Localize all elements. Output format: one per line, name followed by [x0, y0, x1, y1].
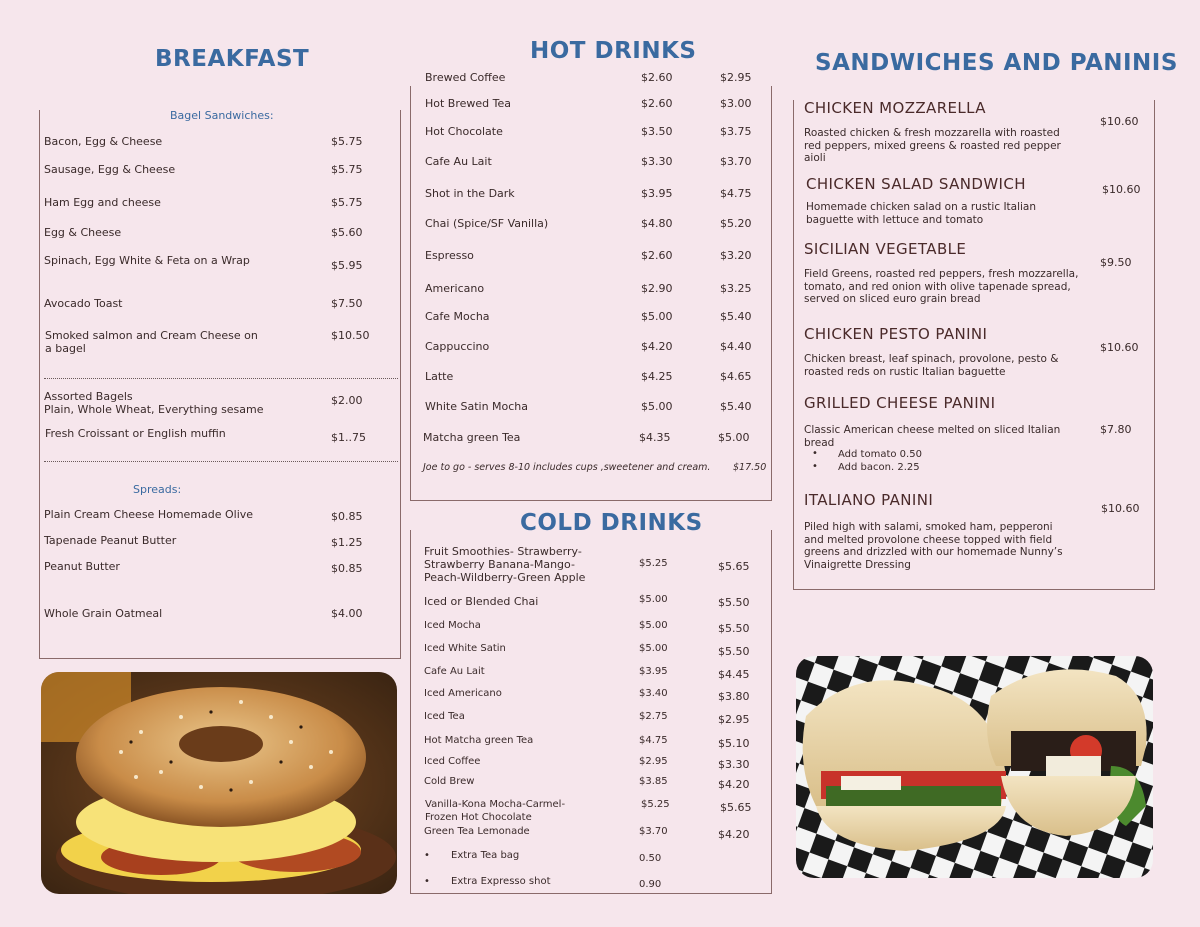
drink-price-large: $4.20 — [718, 828, 750, 841]
sandwich-price: $10.60 — [1101, 502, 1140, 515]
menu-item-name: Smoked salmon and Cream Cheese on — [45, 329, 258, 342]
drink-price-small: $4.20 — [641, 340, 673, 353]
addon-item: Add bacon. 2.25 — [838, 462, 920, 473]
sandwich-description: Chicken breast, leaf spinach, provolone, pesto & roasted reds on rustic Italian baguette — [804, 353, 1059, 378]
drink-price-large: $5.50 — [718, 596, 750, 609]
menu-item-price: $10.50 — [331, 329, 370, 342]
drink-name: Fruit Smoothies- Strawberry- — [424, 545, 582, 558]
drink-price-small: $4.35 — [639, 431, 671, 444]
bullet-icon: • — [812, 461, 818, 472]
drink-price-small: $3.85 — [639, 776, 668, 787]
drink-price-large: $5.65 — [718, 560, 750, 573]
drink-name: Cafe Au Lait — [424, 666, 485, 677]
sandwich-description: Piled high with salami, smoked ham, pepperoni and melted provolone cheese topped with field greens and drizzled with our homemade Nunny’s Vinaigrette Dressing — [804, 521, 1063, 571]
drink-name: Iced White Satin — [424, 643, 506, 654]
drink-price-large: $3.00 — [720, 97, 752, 110]
section-divider — [44, 378, 398, 379]
drink-price-small: $3.50 — [641, 125, 673, 138]
menu-item-price: $5.75 — [331, 163, 363, 176]
drink-price-large: $4.20 — [718, 778, 750, 791]
menu-item-name: Spinach, Egg White & Feta on a Wrap — [44, 254, 250, 267]
bullet-icon: • — [424, 876, 430, 887]
drink-name: Cappuccino — [425, 340, 490, 353]
menu-item-name: Whole Grain Oatmeal — [44, 607, 163, 620]
drink-price-small: $3.40 — [639, 688, 668, 699]
drink-price-small: $2.60 — [641, 71, 673, 84]
sandwich-name: CHICKEN SALAD SANDWICH — [806, 175, 1026, 193]
addon-item: Add tomato 0.50 — [838, 449, 922, 460]
drink-name: Brewed Coffee — [425, 71, 506, 84]
drink-name: Cold Brew — [424, 776, 475, 787]
sandwich-description: Classic American cheese melted on sliced Italian bread — [804, 424, 1061, 449]
menu-item-price: $2.00 — [331, 394, 363, 407]
drink-name: Iced or Blended Chai — [424, 595, 539, 608]
drink-name: Shot in the Dark — [425, 187, 515, 200]
drink-price-large: $5.00 — [718, 431, 750, 444]
drink-name: Iced Tea — [424, 711, 465, 722]
drink-price-small: $5.00 — [639, 620, 668, 631]
spreads-heading: Spreads: — [133, 483, 182, 496]
drink-price-large: $4.65 — [720, 370, 752, 383]
sandwich-price: $10.60 — [1100, 115, 1139, 128]
drink-price-large: $3.20 — [720, 249, 752, 262]
menu-item-price: $1..75 — [331, 431, 366, 444]
drink-name-line3: Peach-Wildberry-Green Apple — [424, 571, 586, 584]
bagel-sandwich-illustration — [41, 672, 397, 894]
drink-price-small: $3.95 — [639, 666, 668, 677]
drink-name: Espresso — [425, 249, 474, 262]
menu-item-name: Plain Cream Cheese Homemade Olive — [44, 508, 254, 521]
panini-photo — [796, 656, 1153, 878]
menu-item-price: $0.85 — [331, 562, 363, 575]
menu-item-price: $1.25 — [331, 536, 363, 549]
menu-item-price: $5.60 — [331, 226, 363, 239]
bullet-icon: • — [424, 850, 430, 861]
drink-price-large: $5.50 — [718, 622, 750, 635]
menu-item-price: $0.85 — [331, 510, 363, 523]
drink-price-small: $3.95 — [641, 187, 673, 200]
drink-price-large: $3.75 — [720, 125, 752, 138]
sandwich-description: Roasted chicken & fresh mozzarella with roasted red peppers, mixed greens & roasted red pepper aioli — [804, 127, 1061, 164]
bagel-sandwiches-heading: Bagel Sandwiches: — [170, 109, 274, 122]
drink-price-large: $5.20 — [720, 217, 752, 230]
hot-drinks-border-left — [410, 86, 411, 500]
drink-name: Iced Mocha — [424, 620, 481, 631]
menu-item-name: Ham Egg and cheese — [44, 196, 161, 209]
drink-price-small: $4.80 — [641, 217, 673, 230]
hot-drinks-title: HOT DRINKS — [530, 38, 697, 64]
hot-drinks-border-bottom — [410, 500, 772, 501]
sandwiches-border-right — [1154, 100, 1155, 589]
sandwich-price: $7.80 — [1100, 423, 1132, 436]
menu-item-price: $5.95 — [331, 259, 363, 272]
drink-price-large: $5.40 — [720, 400, 752, 413]
sandwich-name: GRILLED CHEESE PANINI — [804, 394, 996, 412]
menu-item-name: Tapenade Peanut Butter — [44, 534, 177, 547]
bagel-sandwich-photo — [41, 672, 397, 894]
drink-price-small: $5.00 — [641, 310, 673, 323]
menu-item-price: $5.75 — [331, 196, 363, 209]
section-divider — [44, 461, 398, 462]
drink-price-small: $5.00 — [639, 643, 668, 654]
drink-name: Hot Brewed Tea — [425, 97, 512, 110]
drink-price-small: $2.95 — [639, 756, 668, 767]
drink-price-large: $3.30 — [718, 758, 750, 771]
joe-to-go-note: Joe to go - serves 8-10 includes cups ,sweetener and cream. — [423, 462, 711, 473]
drink-price-large: $3.25 — [720, 282, 752, 295]
panini-illustration — [796, 656, 1153, 878]
sandwich-description: Field Greens, roasted red peppers, fresh mozzarella, tomato, and red onion with olive tapenade spread, served on sliced euro grain bread — [804, 268, 1079, 305]
drink-price-large: $5.50 — [718, 645, 750, 658]
drink-price-small: $3.70 — [639, 826, 668, 837]
sandwiches-border-bottom — [793, 589, 1155, 590]
drink-price-large: $3.80 — [718, 690, 750, 703]
sandwich-price: $10.60 — [1100, 341, 1139, 354]
drink-price-large: $4.40 — [720, 340, 752, 353]
drink-name: Latte — [425, 370, 454, 383]
drink-name: Iced Americano — [424, 688, 502, 699]
drink-name: Chai (Spice/SF Vanilla) — [425, 217, 549, 230]
drink-name-line2: Strawberry Banana-Mango- — [424, 558, 575, 571]
hot-drinks-border-right — [771, 86, 772, 500]
menu-item-price: $5.75 — [331, 135, 363, 148]
drink-price-large: $2.95 — [718, 713, 750, 726]
drink-price-small: $2.60 — [641, 97, 673, 110]
menu-item-name: Peanut Butter — [44, 560, 120, 573]
sandwich-price: $10.60 — [1102, 183, 1141, 196]
sandwich-description: Homemade chicken salad on a rustic Italian baguette with lettuce and tomato — [806, 201, 1037, 226]
sandwich-price: $9.50 — [1100, 256, 1132, 269]
drink-price-small: $2.75 — [639, 711, 668, 722]
drink-price-small: $4.25 — [641, 370, 673, 383]
joe-to-go-price: $17.50 — [733, 462, 767, 473]
menu-item-name: Avocado Toast — [44, 297, 123, 310]
menu-item-name-line2: Plain, Whole Wheat, Everything sesame — [44, 403, 264, 416]
drink-name: Iced Coffee — [424, 756, 481, 767]
extra-item-price: 0.90 — [639, 879, 662, 890]
drink-name: Cafe Au Lait — [425, 155, 492, 168]
extra-item-price: 0.50 — [639, 853, 662, 864]
menu-item-name: Assorted Bagels — [44, 390, 133, 403]
drink-name: Cafe Mocha — [425, 310, 490, 323]
sandwiches-title: SANDWICHES AND PANINIS — [815, 50, 1178, 76]
sandwich-name: CHICKEN MOZZARELLA — [804, 99, 986, 117]
drink-price-large: $5.40 — [720, 310, 752, 323]
menu-item-name: Bacon, Egg & Cheese — [44, 135, 163, 148]
drink-price-small: $4.75 — [639, 735, 668, 746]
drink-price-small: $2.90 — [641, 282, 673, 295]
drink-price-small: $5.00 — [639, 594, 668, 605]
drink-name: Hot Matcha green Tea — [424, 735, 534, 746]
menu-item-price: $4.00 — [331, 607, 363, 620]
drink-price-large: $4.75 — [720, 187, 752, 200]
cold-drinks-title: COLD DRINKS — [520, 510, 703, 536]
breakfast-title: BREAKFAST — [155, 46, 310, 72]
drink-price-large: $2.95 — [720, 71, 752, 84]
drink-name: White Satin Mocha — [425, 400, 529, 413]
menu-item-price: $7.50 — [331, 297, 363, 310]
breakfast-border-bottom — [39, 658, 401, 659]
cold-drinks-border-left — [410, 530, 411, 893]
menu-item-name: Sausage, Egg & Cheese — [44, 163, 176, 176]
sandwich-name: ITALIANO PANINI — [804, 491, 934, 509]
breakfast-border-left — [39, 110, 40, 658]
extra-item-name: Extra Expresso shot — [451, 876, 551, 887]
sandwich-name: SICILIAN VEGETABLE — [804, 240, 967, 258]
drink-price-large: $5.10 — [718, 737, 750, 750]
sandwich-name: CHICKEN PESTO PANINI — [804, 325, 988, 343]
drink-price-large: $3.70 — [720, 155, 752, 168]
drink-price-small: $5.25 — [639, 558, 668, 569]
breakfast-border-right — [400, 110, 401, 658]
menu-item-name: Fresh Croissant or English muffin — [45, 427, 226, 440]
cold-drinks-border-bottom — [410, 893, 772, 894]
drink-name: Americano — [425, 282, 485, 295]
drink-name: Green Tea Lemonade — [424, 826, 530, 837]
drink-name: Matcha green Tea — [423, 431, 521, 444]
drink-name: Vanilla-Kona Mocha-Carmel- — [425, 799, 566, 810]
extra-item-name: Extra Tea bag — [451, 850, 520, 861]
menu-item-name: Egg & Cheese — [44, 226, 122, 239]
drink-name-line2: Frozen Hot Chocolate — [425, 812, 532, 823]
sandwiches-border-left — [793, 100, 794, 589]
menu-item-name-line2: a bagel — [45, 342, 86, 355]
drink-price-small: $5.25 — [641, 799, 670, 810]
drink-price-small: $5.00 — [641, 400, 673, 413]
drink-price-small: $3.30 — [641, 155, 673, 168]
drink-name: Hot Chocolate — [425, 125, 503, 138]
drink-price-large: $4.45 — [718, 668, 750, 681]
drink-price-small: $2.60 — [641, 249, 673, 262]
cold-drinks-border-right — [771, 530, 772, 893]
drink-price-large: $5.65 — [720, 801, 752, 814]
bullet-icon: • — [812, 448, 818, 459]
